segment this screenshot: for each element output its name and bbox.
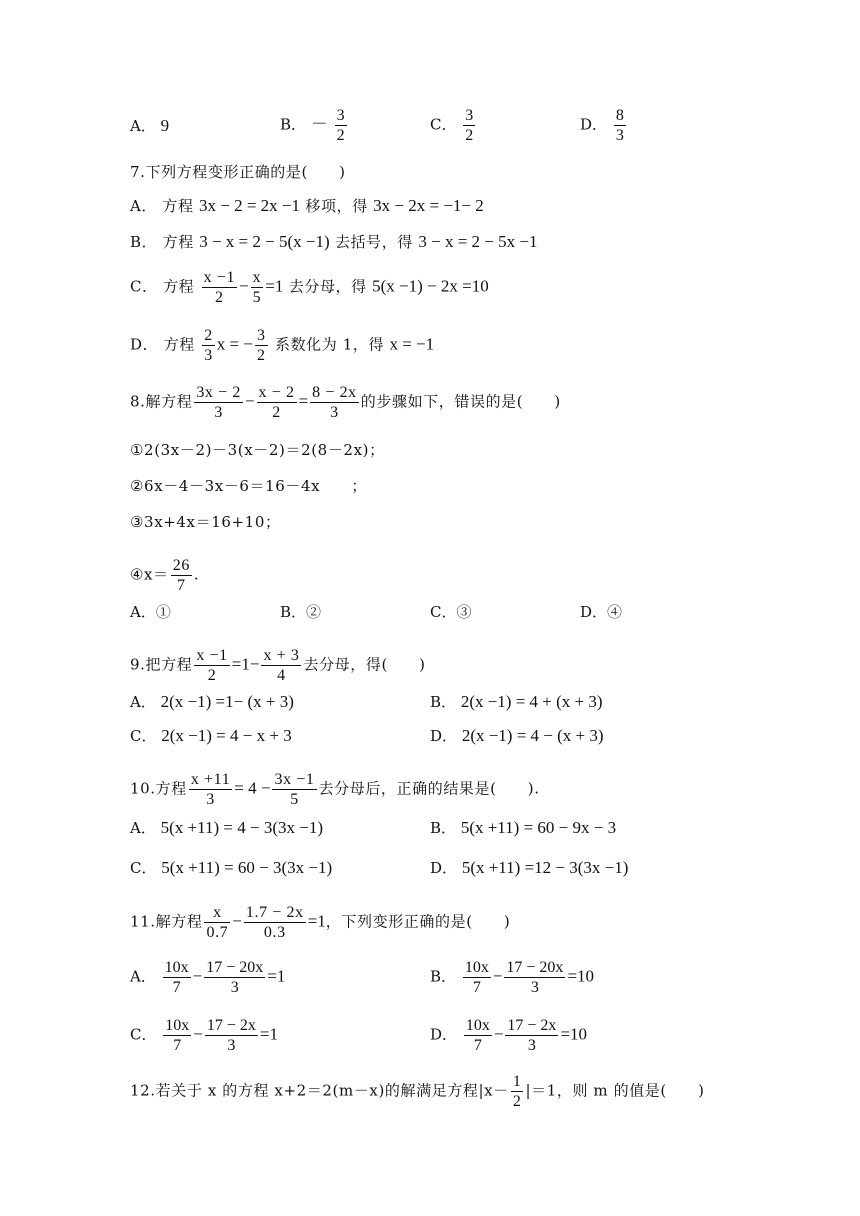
fraction: $\frac{x}{5}$ — [252, 269, 262, 306]
q9-option-d[interactable]: D． 2(x −1) = 4 − (x + 3) — [430, 726, 604, 745]
fraction: $\frac{2}{3}$ — [204, 327, 213, 364]
q10-stem: 10.方程 $\frac{x +11}{3}$ = 4 − $\frac{3x -1}{5}$ 去分母后，正确的结果是( ). — [130, 771, 540, 808]
fraction: $\frac{17 - 2x}{3}$ — [206, 1017, 256, 1054]
q12-stem: 12.若关于 x 的方程 x+2＝2(m－x)的解满足方程|x－ $\frac{1}{2}$ |＝1，则 m 的值是( ) — [130, 1073, 705, 1110]
q8-option-c[interactable]: C．③ — [430, 603, 472, 621]
fraction: $\frac{8 - 2x}{3}$ — [312, 384, 357, 421]
q8-option-b[interactable]: B．② — [280, 603, 322, 621]
fraction: $\frac{x - 2}{2}$ — [258, 384, 295, 421]
q8-step-1: ①2(3x－2)－3(x－2)＝2(8－2x)； — [130, 441, 385, 459]
q8-option-d[interactable]: D．④ — [580, 603, 623, 621]
fraction: $\frac{1.7 - 2x}{0.3}$ — [245, 904, 304, 941]
fraction: $\frac{17 - 20x}{3}$ — [206, 959, 264, 996]
q6-option-b[interactable]: B． － $\frac{3}{2}$ — [280, 107, 345, 144]
fraction: $\frac{3x -1}{5}$ — [274, 771, 315, 808]
q7-option-a[interactable]: A． 方程 3x − 2 = 2x −1 移项，得 3x − 2x = −1− 2 — [130, 196, 484, 215]
q7-option-c[interactable]: C． 方程 $\frac{x -1}{2}$ − $\frac{x}{5}$ =1 去分母，得 5(x −1) − 2x =10 — [130, 269, 489, 306]
fraction: $\frac{x}{0.7}$ — [206, 904, 229, 941]
fraction: $\frac{1}{2}$ — [512, 1073, 522, 1110]
fraction: $\frac{17 - 20x}{3}$ — [506, 959, 564, 996]
q11-option-d[interactable]: D． $\frac{10x}{7}$ − $\frac{17 - 2x}{3}$ =10 — [430, 1017, 588, 1054]
q9-option-a[interactable]: A． 2(x −1) =1− (x + 3) — [130, 692, 294, 711]
fraction: $\frac{3}{2}$ — [336, 107, 345, 144]
fraction: $\frac{x +11}{3}$ — [190, 771, 231, 808]
fraction: $\frac{26}{7}$ — [172, 557, 190, 594]
q7-option-d[interactable]: D． 方程 $\frac{2}{3}$ x = − $\frac{3}{2}$ 系数化为 1，得 x = −1 — [130, 327, 435, 364]
fraction: $\frac{x -1}{2}$ — [196, 647, 228, 684]
q8-step-4: ④x＝ $\frac{26}{7}$ . — [130, 557, 200, 594]
q8-stem: 8.解方程 $\frac{3x - 2}{3}$ − $\frac{x - 2}{2}$ = $\frac{8 - 2x}{3}$ 的步骤如下，错误的是( ) — [130, 384, 561, 421]
q9-option-c[interactable]: C． 2(x −1) = 4 − x + 3 — [130, 726, 292, 745]
q11-stem: 11.解方程 $\frac{x}{0.7}$ − $\frac{1.7 - 2x}{0.3}$ =1，下列变形正确的是( ) — [130, 904, 511, 941]
q6-option-c[interactable]: C． $\frac{3}{2}$ — [430, 107, 474, 144]
fraction: $\frac{10x}{7}$ — [164, 959, 189, 996]
fraction: $\frac{17 - 2x}{3}$ — [507, 1017, 557, 1054]
q7-stem: 7.下列方程变形正确的是( ) — [130, 163, 346, 181]
q8-step-2: ②6x－4－3x－6＝16－4x ； — [130, 477, 368, 495]
q9-option-b[interactable]: B． 2(x −1) = 4 + (x + 3) — [430, 692, 603, 711]
fraction: $\frac{x -1}{2}$ — [203, 269, 236, 306]
q10-option-d[interactable]: D． 5(x +11) =12 − 3(3x −1) — [430, 858, 629, 877]
q8-step-3: ③3x+4x＝16+10； — [130, 513, 281, 531]
fraction: $\frac{10x}{7}$ — [165, 1017, 190, 1054]
fraction: $\frac{x + 3}{4}$ — [263, 647, 300, 684]
q10-option-a[interactable]: A． 5(x +11) = 4 − 3(3x −1) — [130, 818, 323, 837]
fraction: $\frac{10x}{7}$ — [465, 1017, 490, 1054]
q7-option-b[interactable]: B． 方程 3 − x = 2 − 5(x −1) 去括号，得 3 − x = 2 − 5x −1 — [130, 232, 538, 251]
fraction: $\frac{3x - 2}{3}$ — [196, 384, 241, 421]
q11-option-c[interactable]: C． $\frac{10x}{7}$ − $\frac{17 - 2x}{3}$ =1 — [130, 1017, 278, 1054]
q11-option-b[interactable]: B． $\frac{10x}{7}$ − $\frac{17 - 20x}{3}$ =10 — [430, 959, 595, 996]
q11-option-a[interactable]: A． $\frac{10x}{7}$ − $\frac{17 - 20x}{3}$ =1 — [130, 959, 286, 996]
fraction: $\frac{8}{3}$ — [615, 107, 624, 144]
q9-stem: 9.把方程 $\frac{x -1}{2}$ =1− $\frac{x + 3}{4}$ 去分母，得( ) — [130, 647, 426, 684]
q10-option-c[interactable]: C． 5(x +11) = 60 − 3(3x −1) — [130, 858, 333, 877]
fraction: $\frac{10x}{7}$ — [464, 959, 489, 996]
q8-option-a[interactable]: A．① — [130, 603, 171, 621]
fraction: $\frac{3}{2}$ — [465, 107, 474, 144]
q6-option-a[interactable]: A． 9 — [130, 116, 170, 135]
fraction: $\frac{3}{2}$ — [256, 327, 266, 364]
q10-option-b[interactable]: B． 5(x +11) = 60 − 9x − 3 — [430, 818, 617, 837]
q6-option-d[interactable]: D． $\frac{8}{3}$ — [580, 107, 624, 144]
